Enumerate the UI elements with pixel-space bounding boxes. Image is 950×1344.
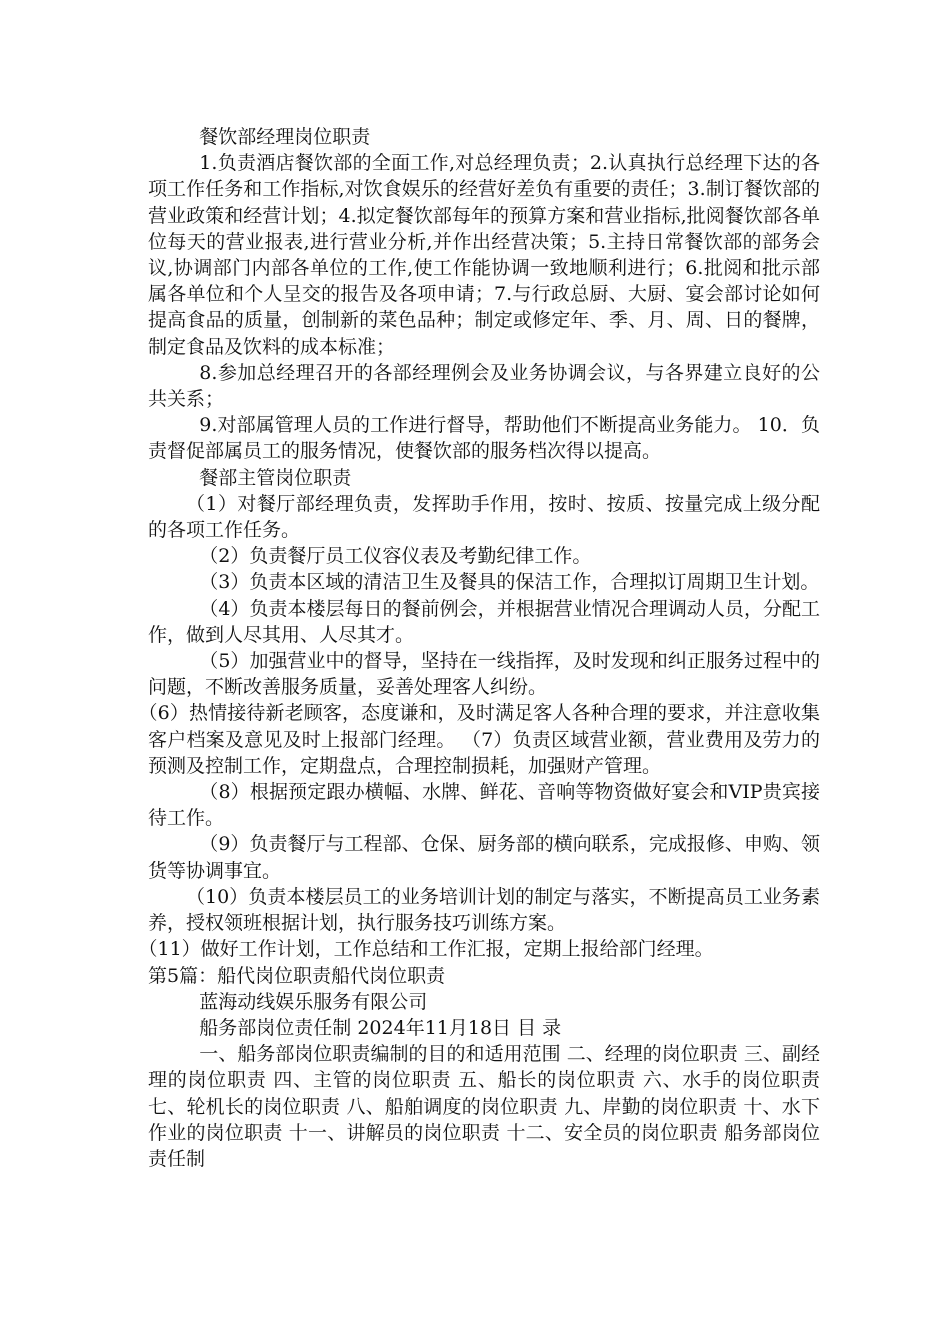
document-page (138, 124, 820, 1172)
paragraph-supervisor-duty-1: （1）对餐厅部经理负责，发挥助手作用，按时、按质、按量完成上级分配的各项工作任务。 (148, 492, 820, 542)
paragraph-supervisor-duty-10: （10）负责本楼层员工的业务培训计划的制定与落实，不断提高员工业务素养，授权领班根据计划，执行服务技巧训练方案。 (148, 885, 820, 935)
paragraph-manager-duties-1-7: 1.负责酒店餐饮部的全面工作,对总经理负责；2.认真执行总经理下达的各项工作任务和工作指标,对饮食娱乐的经营好差负有重要的责任；3.制订餐饮部的营业政策和经营计划；4.拟定餐饮部每年的预算方案和营业指标,批阅餐饮部各单位每天的营业报表,进行营业分析,并作出经营决策；5.主持日常餐饮部的部务会议,协调部门内部各单位的工作,使工作能协调一致地顺利进行；6.批阅和批示部属各单位和个人呈交的报告及各项申请；7.与行政总厨、大厨、宴会部讨论如何提高食品的质量，创制新的菜色品种；制定或修定年、季、月、周、日的餐牌，制定食品及饮料的成本标准； (148, 152, 820, 358)
section-title-restaurant-manager: 餐饮部经理岗位职责 (199, 126, 371, 148)
paragraph-manager-duty-8: 8.参加总经理召开的各部经理例会及业务协调会议，与各界建立良好的公共关系； (148, 361, 820, 411)
paragraph-supervisor-duty-2: （2）负责餐厅员工仪容仪表及考勤纪律工作。 (199, 545, 592, 568)
paragraph-supervisor-duty-3: （3）负责本区域的清洁卫生及餐具的保洁工作，合理拟订周期卫生计划。 (199, 571, 820, 594)
paragraph-supervisor-duty-9: （9）负责餐厅与工程部、仓保、厨务部的横向联系，完成报修、申购、领货等协调事宜。 (148, 833, 820, 882)
paragraph-supervisor-duties-6-7: （6）热情接待新老顾客，态度谦和，及时满足客人各种合理的要求，并注意收集客户档案及意见及时上报部门经理。 （7）负责区域营业额，营业费用及劳力的预测及控制工作，定期盘点，合理控制损耗，加强财产管理。 (138, 702, 820, 777)
paragraph-supervisor-duty-5: （5）加强营业中的督导，坚持在一线指挥，及时发现和纠正服务过程中的问题，不断改善服务质量，妥善处理客人纠纷。 (148, 650, 820, 699)
paragraph-supervisor-duty-4: （4）负责本楼层每日的餐前例会，并根据营业情况合理调动人员，分配工作，做到人尽其用、人尽其才。 (148, 597, 820, 646)
paragraph-manager-duties-9-10: 9.对部属管理人员的工作进行督导，帮助他们不断提高业务能力。 10．负责督促部属员工的服务情况，使餐饮部的服务档次得以提高。 (148, 414, 820, 463)
paragraph-supervisor-duty-8: （8）根据预定跟办横幅、水牌、鲜花、音响等物资做好宴会和VIP贵宾接待工作。 (148, 781, 820, 830)
paragraph-supervisor-duty-11: （11）做好工作计划，工作总结和工作汇报，定期上报给部门经理。 (138, 938, 714, 961)
table-of-contents: 一、船务部岗位职责编制的目的和适用范围 二、经理的岗位职责 三、副经理的岗位职责 四、主管的岗位职责 五、船长的岗位职责 六、水手的岗位职责 七、轮机长的岗位职责 八、船舶调度的岗位职责 九、岸勤的岗位职责 十、水下作业的岗位职责 十一、讲解员的岗位职责 十二、安全员的岗位职责 船务部岗位责任制 (148, 1043, 820, 1170)
company-name: 蓝海动线娱乐服务有限公司 (199, 990, 428, 1013)
responsibility-system-heading: 船务部岗位责任制 2024年11月18日 目 录 (199, 1016, 562, 1039)
section-title-ship-agent: 第5篇：船代岗位职责船代岗位职责 (148, 964, 446, 987)
section-title-dining-supervisor: 餐部主管岗位职责 (199, 466, 352, 489)
